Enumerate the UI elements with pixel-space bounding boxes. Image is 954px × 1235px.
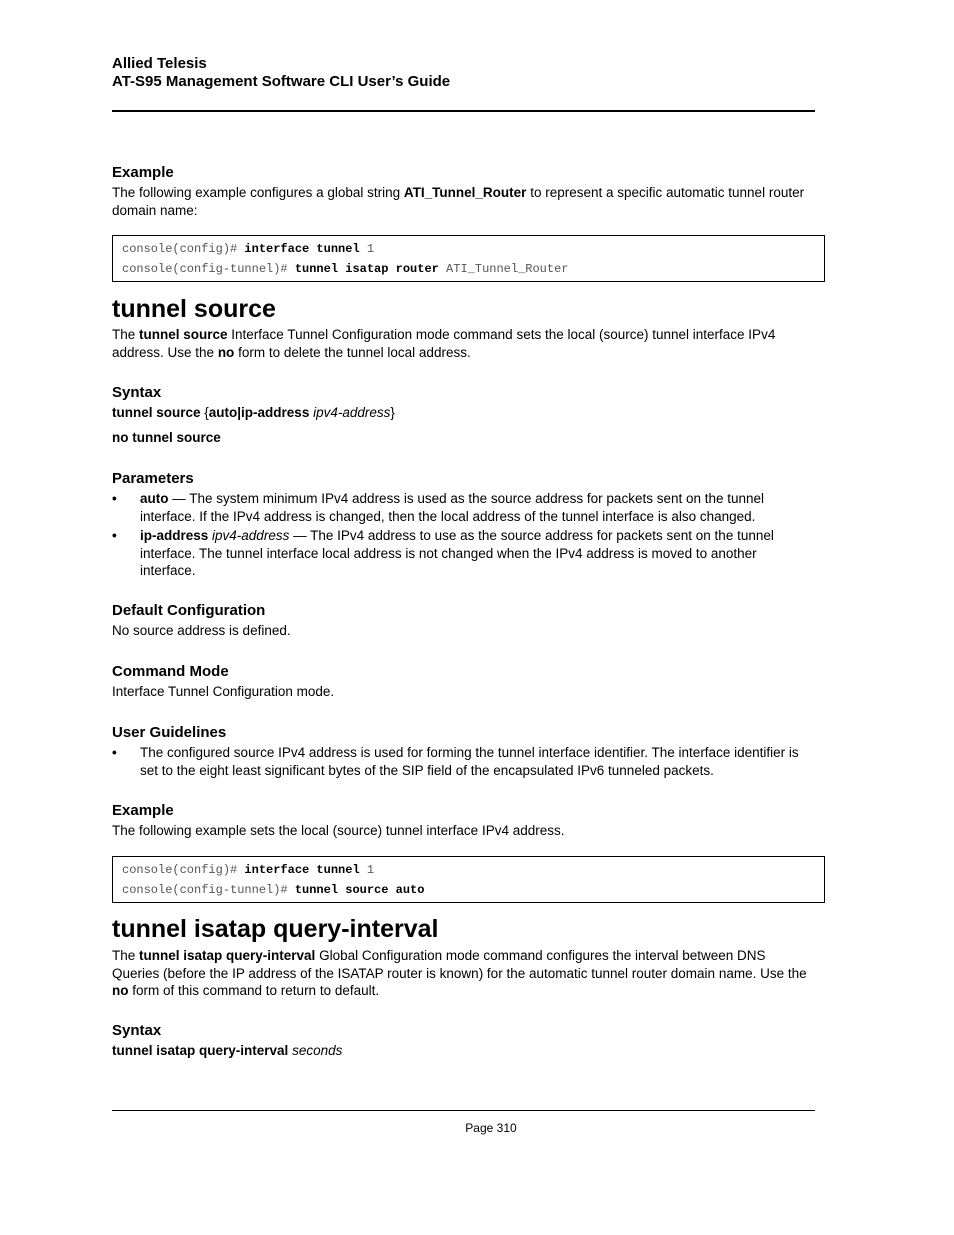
company-name: Allied Telesis	[112, 55, 207, 72]
default-heading: Default Configuration	[112, 602, 266, 619]
example-section	[112, 163, 815, 219]
example-text: The following example configures a global string ATI_Tunnel_Router to represent a specific automatic tunnel router domain name:	[112, 185, 805, 218]
example-heading: Example	[112, 802, 174, 819]
code-line: console(config)# interface tunnel 1	[122, 863, 375, 877]
command-title: tunnel source	[112, 295, 276, 323]
bullet-icon: •	[112, 528, 117, 543]
page-number: Page 310	[465, 1121, 517, 1135]
header-rule	[112, 110, 815, 112]
syntax-line: tunnel isatap query-interval seconds	[112, 1043, 343, 1058]
section-heading: Example	[112, 164, 174, 181]
guidelines-heading: User Guidelines	[112, 724, 227, 741]
code-line: console(config)# interface tunnel 1	[122, 242, 375, 256]
command-description: The tunnel isatap query-interval Global Configuration mode command configures the interval between DNS Queries (before the IP address of the ISATAP router is known) for the automatic tunnel router domain name. Use the no form of this command to return to default.	[112, 948, 807, 998]
page-header	[112, 55, 450, 91]
syntax-heading: Syntax	[112, 384, 162, 401]
default-text: No source address is defined.	[112, 623, 291, 638]
example-text: The following example sets the local (source) tunnel interface IPv4 address.	[112, 823, 565, 838]
syntax-line: no tunnel source	[112, 430, 221, 445]
bullet-icon: •	[112, 745, 117, 760]
code-line: console(config-tunnel)# tunnel source auto	[122, 883, 425, 897]
list-item: • The configured source IPv4 address is used for forming the tunnel interface identifier. The interface identifier is set to the eight least significant bytes of the SIP field of the encapsulated IPv6 tunneled packets.	[112, 745, 799, 778]
list-item: • auto — The system minimum IPv4 address is used as the source address for packets sent on the tunnel interface. If the IPv4 address is changed, then the local address of the tunnel interface is also changed.	[112, 491, 765, 524]
mode-heading: Command Mode	[112, 663, 229, 680]
syntax-line: tunnel source {auto|ip-address ipv4-address}	[112, 405, 395, 420]
code-block	[112, 856, 825, 903]
footer-rule	[112, 1110, 815, 1111]
command-description: The tunnel source Interface Tunnel Configuration mode command sets the local (source) tunnel interface IPv4 address. Use the no form to delete the tunnel local address.	[112, 327, 776, 360]
code-line: console(config-tunnel)# tunnel isatap router ATI_Tunnel_Router	[122, 262, 569, 276]
parameters-heading: Parameters	[112, 470, 194, 487]
code-block	[112, 235, 825, 282]
command-title: tunnel isatap query-interval	[112, 915, 439, 943]
mode-text: Interface Tunnel Configuration mode.	[112, 684, 335, 699]
list-item: • ip-address ipv4-address — The IPv4 address to use as the source address for packets sent on the tunnel interface. The tunnel interface local address is not changed when the IPv4 address is moved to another interface.	[112, 528, 774, 578]
syntax-heading: Syntax	[112, 1022, 162, 1039]
guide-title: AT-S95 Management Software CLI User’s Guide	[112, 73, 451, 90]
guidelines-list	[112, 744, 815, 779]
bullet-icon: •	[112, 491, 117, 506]
parameter-list	[112, 490, 815, 580]
